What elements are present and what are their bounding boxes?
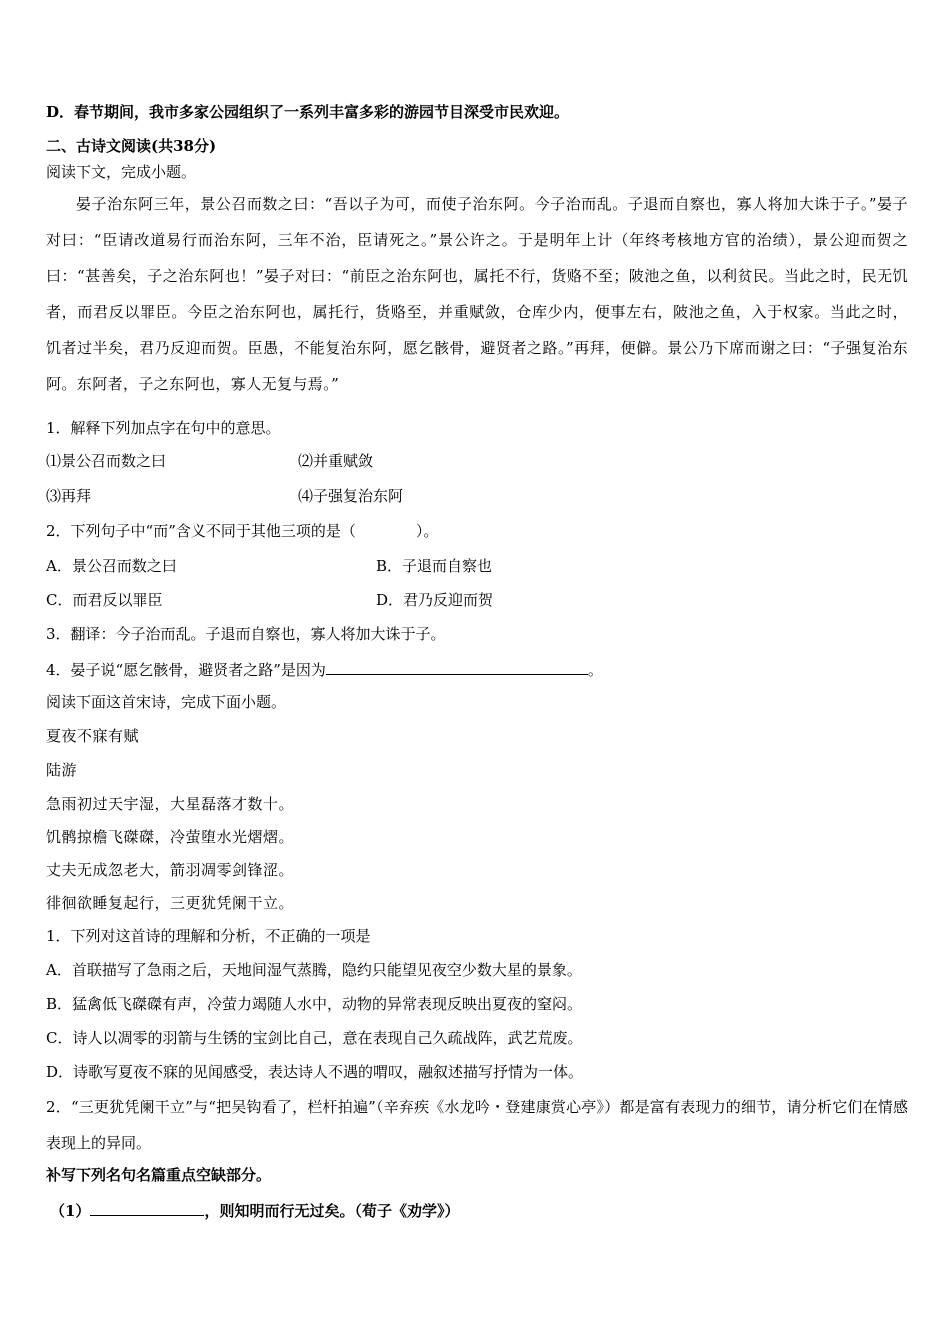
pq1-option-a: A．首联描写了急雨之后，天地间湿气蒸腾，隐约只能望见夜空少数大星的景象。	[46, 961, 582, 979]
top-option-d: D．春节期间，我市多家公园组织了一系列丰富多彩的游园节目深受市民欢迎。	[46, 103, 570, 121]
fill1-answer-blank[interactable]	[90, 1199, 204, 1216]
q1-item-3: ⑶再拜	[46, 487, 92, 505]
poem-line: 徘徊欲睡复起行，三更犹凭阑干立。	[46, 894, 295, 912]
q2-option-c: C．而君反以罪臣	[46, 591, 163, 609]
poem-line: 急雨初过天宇湿，大星磊落才数十。	[46, 795, 295, 813]
instruction-poem: 阅读下面这首宋诗，完成下面小题。	[46, 693, 287, 711]
question-1-stem: 1．解释下列加点字在句中的意思。	[46, 419, 281, 437]
poem-question-1-stem: 1．下列对这首诗的理解和分析，不正确的一项是	[46, 927, 371, 945]
fill1-prefix: （1）	[50, 1202, 91, 1220]
q2-option-b: B．子退而自察也	[376, 557, 493, 575]
fill-section-title: 补写下列名句名篇重点空缺部分。	[46, 1166, 272, 1184]
pq1-option-d: D．诗歌写夏夜不寐的见闻感受，表达诗人不遇的喟叹，融叙述描写抒情为一体。	[46, 1063, 584, 1081]
poem-title: 夏夜不寐有赋	[46, 727, 140, 745]
q1-item-1: ⑴景公召而数之曰	[46, 452, 167, 470]
pq2-text: 2．“三更犹凭阑干立”与“把吴钩看了，栏杆拍遍”（辛弃疾《水龙吟・登建康赏心亭》）都是富有表现力的细节，请分析它们在情感表现上的异同。	[46, 1098, 908, 1152]
poem-question-2	[46, 1089, 908, 1161]
question-3: 3．翻译：今子治而乱。子退而自察也，寡人将加大诛于子。	[46, 625, 446, 643]
q2-option-d: D．君乃反迎而贺	[376, 591, 494, 609]
section-title: 二、古诗文阅读(共38分)	[46, 137, 217, 155]
q2-option-a: A．景公召而数之曰	[46, 557, 177, 575]
poem-author: 陆游	[46, 761, 78, 779]
poem-line: 饥鹘掠檐飞磔磔，冷萤堕水光熠熠。	[46, 828, 295, 846]
question-4	[46, 658, 910, 680]
q1-item-4: ⑷子强复治东阿	[298, 487, 404, 505]
fill-question-1	[50, 1199, 910, 1221]
passage-text: 晏子治东阿三年，景公召而数之曰：“吾以子为可，而使子治东阿。今子治而乱。子退而自察也，寡人将加大诛于子。”晏子对曰：“臣请改道易行而治东阿，三年不治，臣请死之。”景公许之。于是明年上计（年终考核地方官的治绩），景公迎而贺之曰：“甚善矣，子之治东阿也！”晏子对曰：“前臣之治东阿也，属托不行，货赂不至；陂池之鱼，以利贫民。当此之时，民无饥者，而君反以罪臣。今臣之治东阿也，属托行，货赂至，并重赋敛，仓库少内，便事左右，陂池之鱼，入于权家。当此之时，饥者过半矣，君乃反迎而贺。臣愚，不能复治东阿，愿乞骸骨，避贤者之路。”再拜，便僻。景公乃下席而谢之曰：“子强复治东阿。东阿者，子之东阿也，寡人无复与焉。”	[46, 195, 908, 393]
q4-text: 4．晏子说“愿乞骸骨，避贤者之路”是因为	[46, 661, 326, 679]
question-2-stem: 2．下列句子中“而”含义不同于其他三项的是（ ）。	[46, 522, 439, 540]
q4-end: 。	[587, 661, 603, 679]
pq1-option-b: B．猛禽低飞磔磔有声，冷萤力竭随人水中，动物的异常表现反映出夏夜的窒闷。	[46, 995, 583, 1013]
classical-passage	[46, 186, 908, 402]
instruction-reading: 阅读下文，完成小题。	[46, 163, 197, 181]
fill1-suffix: ，则知明而行无过矣。（荀子《劝学》）	[204, 1202, 460, 1220]
q1-item-2: ⑵并重赋敛	[298, 452, 374, 470]
poem-line: 丈夫无成忽老大，箭羽凋零剑锋涩。	[46, 861, 295, 879]
pq1-option-c: C．诗人以凋零的羽箭与生锈的宝剑比自己，意在表现自己久疏战阵，武艺荒废。	[46, 1029, 583, 1047]
q4-answer-blank[interactable]	[326, 658, 588, 675]
